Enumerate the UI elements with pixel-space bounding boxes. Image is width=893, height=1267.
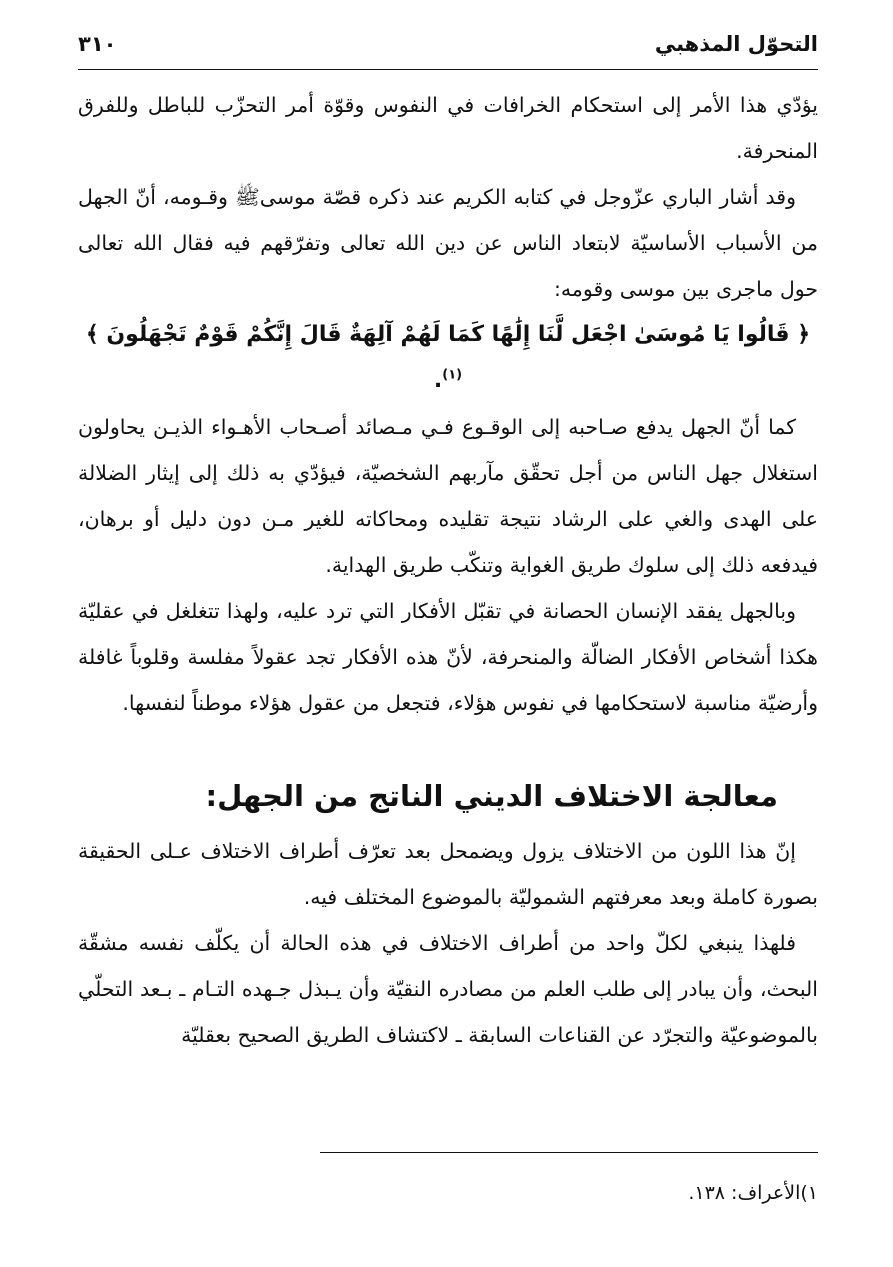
- paragraph: وقد أشار الباري عزّوجل في كتابه الكريم عند ذكره قصّة موسى‏ﷺ وقـومه، أنّ الجهل من الأسباب الأساسيّة لابتعاد الناس عن دين الله تعالى وتفرّقهم فيه فقال الله تعالى حول ماجرى بين موسى وقومه:: [78, 185, 818, 301]
- running-title: التحوّل المذهبي: [654, 32, 818, 56]
- section-heading: معالجة الاختلاف الديني الناتج من الجهل:: [205, 779, 778, 813]
- paragraph: وبالجهل يفقد الإنسان الحصانة في تقبّل الأفكار التي ترد عليه، ولهذا تتغلغل في عقليّة هكذا أشخاص الأفكار الضالّة والمنحرفة، لأنّ هذه الأفكار تجد عقولاً مفلسة وقلوباً غافلة وأرضيّة مناسبة لاستحكامها في نفوس هؤلاء، فتجعل من عقول هؤلاء موطناً لنفسها.: [78, 599, 818, 715]
- paragraph: إنّ هذا اللون من الاختلاف يزول ويضمحل بعد تعرّف أطراف الاختلاف عـلى الحقيقة بصورة كاملة وبعد معرفتهم الشموليّة بالموضوع المختلف فيه.: [78, 839, 818, 909]
- page-number: ٣١٠: [78, 32, 117, 56]
- header-rule: [78, 69, 818, 70]
- quran-verse: [78, 312, 818, 404]
- verse-text: ﴿ قَالُوا يَا مُوسَىٰ اجْعَل لَّنَا إِلَٰهًا كَمَا لَهُمْ آلِهَةٌ قَالَ إِنَّكُمْ قَوْمٌ تَجْهَلُونَ ﴾: [85, 322, 811, 347]
- main-text: [78, 82, 818, 1058]
- footnote: ١)الأعراف: ١٣٨.: [688, 1182, 818, 1204]
- paragraph: يؤدّي هذا الأمر إلى استحكام الخرافات في النفوس وقوّة أمر التحزّب للباطل وللفرق المنحرفة.: [78, 93, 818, 163]
- footnote-rule: [320, 1152, 818, 1153]
- footnote-reference[interactable]: (١): [442, 367, 463, 383]
- paragraph: كما أنّ الجهل يدفع صـاحبه إلى الوقـوع فـي مـصائد أصـحاب الأهـواء الذيـن يحاولون استغلال جهل الناس من أجل تحقّق مآربهم الشخصيّة، فيؤدّي به ذلك إلى إيثار الضلالة على الهدى والغي على الرشاد نتيجة تقليده ومحاكاته للغير مـن دون دليل أو برهان، فيدفعه ذلك إلى سلوك طريق الغواية وتنكّب طريق الهداية.: [78, 415, 818, 577]
- paragraph: فلهذا ينبغي لكلّ واحد من أطراف الاختلاف في هذه الحالة أن يكلّف نفسه مشقّة البحث، وأن يبادر إلى طلب العلم من مصادره النقيّة وأن يـبذل جـهده التـام ـ بـعد التحلّي بالموضوعيّة والتجرّد عن القناعات السابقة ـ لاكتشاف الطريق الصحيح بعقليّة: [78, 931, 818, 1047]
- verse-end: .: [433, 368, 443, 393]
- running-header: [78, 26, 818, 70]
